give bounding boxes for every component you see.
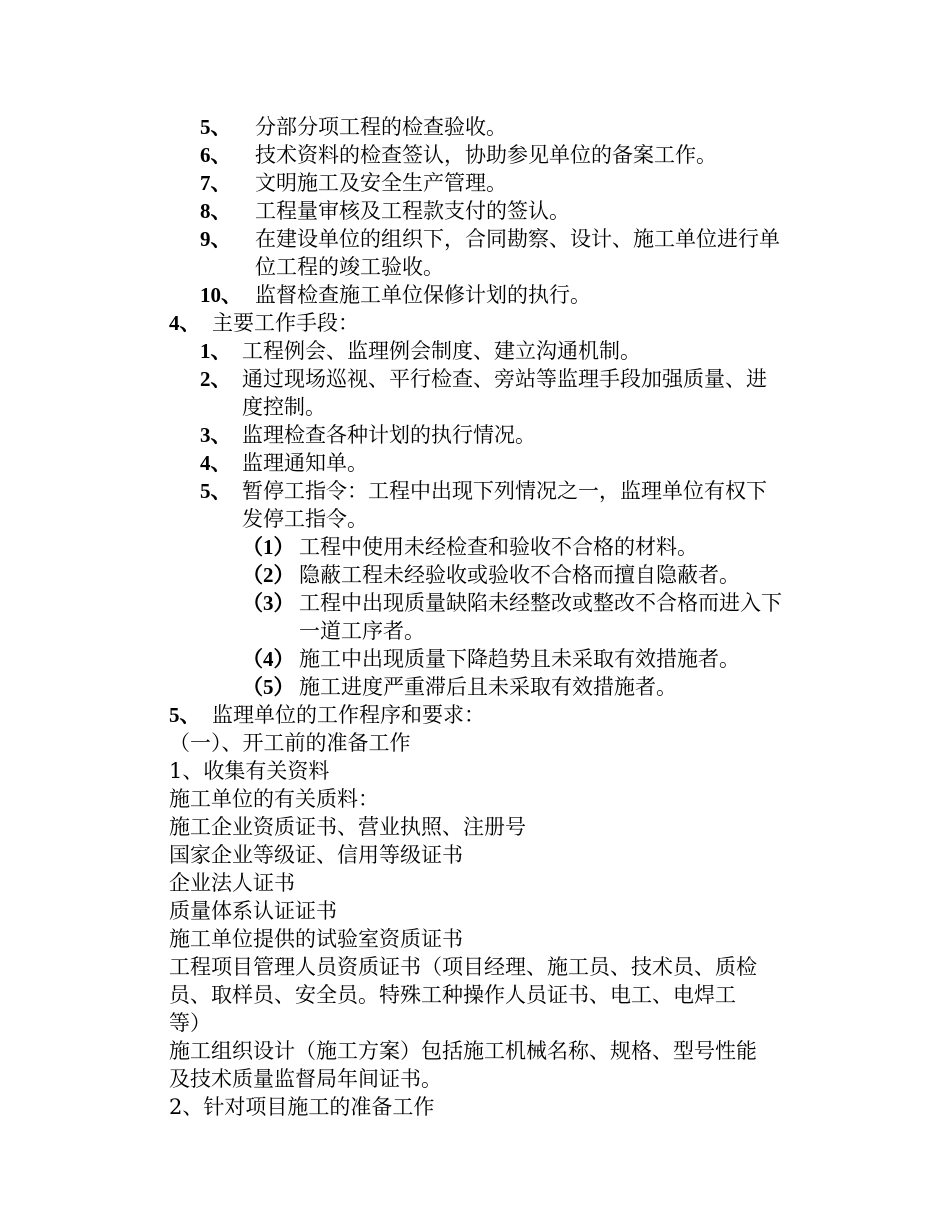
item-number: 4、 <box>200 451 232 475</box>
paragraph-line: 员、取样员、安全员。特殊工种操作人员证书、电工、电焊工 <box>169 983 736 1007</box>
paragraph-line: （一）、开工前的准备工作 <box>169 731 411 755</box>
section-number: 4、 <box>169 311 201 335</box>
paragraph-line: 1、收集有关资料 <box>169 759 330 783</box>
item-text: 发停工指令。 <box>242 507 368 531</box>
sub-item-text: 工程中使用未经检查和验收不合格的材料。 <box>299 535 698 559</box>
paragraph-line: 质量体系认证证书 <box>169 899 337 923</box>
sub-item-number: （4） <box>242 647 295 671</box>
item-text: 监理通知单。 <box>242 451 368 475</box>
paragraph-line: 等） <box>169 1011 211 1035</box>
section-number: 5、 <box>169 703 201 727</box>
paragraph-line: 施工单位提供的试验室资质证书 <box>169 927 463 951</box>
item-text: 暂停工指令：工程中出现下列情况之一，监理单位有权下 <box>242 479 767 503</box>
item-number: 1、 <box>200 339 232 363</box>
item-text: 监理检查各种计划的执行情况。 <box>242 423 536 447</box>
section-title: 主要工作手段： <box>212 311 359 335</box>
item-number: 9、 <box>200 227 232 251</box>
sub-item-number: （5） <box>242 675 295 699</box>
paragraph-line: 2、针对项目施工的准备工作 <box>169 1095 435 1119</box>
item-number: 3、 <box>200 423 232 447</box>
item-number: 5、 <box>200 115 232 139</box>
paragraph-line: 企业法人证书 <box>169 871 295 895</box>
item-number: 7、 <box>200 171 232 195</box>
paragraph-line: 工程项目管理人员资质证书（项目经理、施工员、技术员、质检 <box>169 955 757 979</box>
item-text: 通过现场巡视、平行检查、旁站等监理手段加强质量、进 <box>242 367 767 391</box>
sub-item-text: 工程中出现质量缺陷未经整改或整改不合格而进入下 <box>299 591 782 615</box>
item-text: 度控制。 <box>242 395 326 419</box>
item-text: 工程例会、监理例会制度、建立沟通机制。 <box>242 339 641 363</box>
item-number: 6、 <box>200 143 232 167</box>
sub-item-number: （3） <box>242 591 295 615</box>
item-text: 技术资料的检查签认，协助参见单位的备案工作。 <box>255 143 717 167</box>
section-title: 监理单位的工作程序和要求： <box>212 703 485 727</box>
sub-item-text: 隐蔽工程未经验收或验收不合格而擅自隐蔽者。 <box>299 563 740 587</box>
paragraph-line: 国家企业等级证、信用等级证书 <box>169 843 463 867</box>
item-number: 10、 <box>200 283 242 307</box>
item-text: 位工程的竣工验收。 <box>255 255 444 279</box>
item-number: 8、 <box>200 199 232 223</box>
item-text: 文明施工及安全生产管理。 <box>255 171 507 195</box>
paragraph-line: 施工组织设计（施工方案）包括施工机械名称、规格、型号性能 <box>169 1039 757 1063</box>
item-text: 在建设单位的组织下，合同勘察、设计、施工单位进行单 <box>255 227 780 251</box>
paragraph-line: 及技术质量监督局年间证书。 <box>169 1067 442 1091</box>
paragraph-line: 施工企业资质证书、营业执照、注册号 <box>169 815 526 839</box>
sub-item-number: （2） <box>242 563 295 587</box>
paragraph-line: 施工单位的有关质料： <box>169 787 379 811</box>
item-text: 监督检查施工单位保修计划的执行。 <box>255 283 591 307</box>
sub-item-text: 施工中出现质量下降趋势且未采取有效措施者。 <box>299 647 740 671</box>
item-text: 分部分项工程的检查验收。 <box>255 115 507 139</box>
item-text: 工程量审核及工程款支付的签认。 <box>255 199 570 223</box>
sub-item-text: 施工进度严重滞后且未采取有效措施者。 <box>299 675 677 699</box>
item-number: 2、 <box>200 367 232 391</box>
sub-item-number: （1） <box>242 535 295 559</box>
sub-item-text: 一道工序者。 <box>299 619 425 643</box>
item-number: 5、 <box>200 479 232 503</box>
